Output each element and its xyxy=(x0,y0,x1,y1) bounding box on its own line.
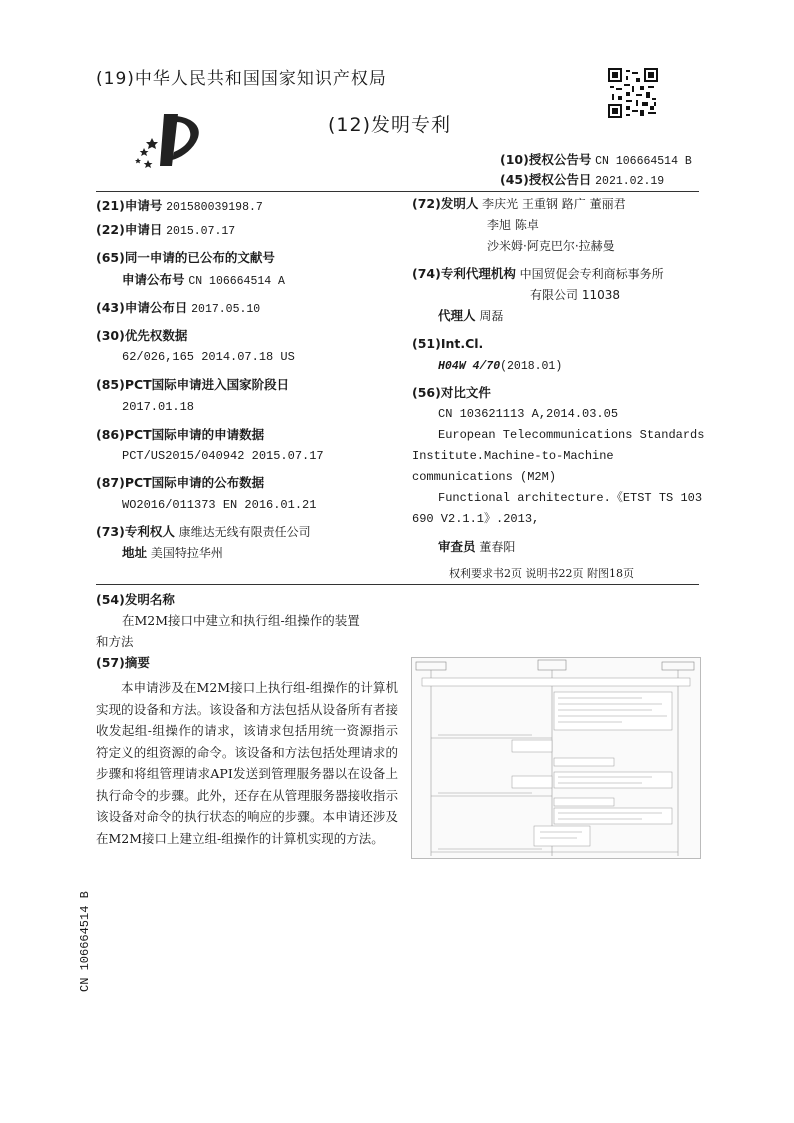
pct-app-value: PCT/US2015/040942 2015.07.17 xyxy=(122,449,324,463)
reference-2-line-3: communications (M2M) xyxy=(412,470,557,484)
inventors-line-3: 沙米姆·阿克巴尔·拉赫曼 xyxy=(487,239,615,253)
agency xyxy=(412,264,664,284)
references-heading: (56)对比文件 xyxy=(412,385,491,400)
prior-publication-sub-label: 申请公布号 xyxy=(122,272,185,287)
inventors-line-2: 李旭 陈卓 xyxy=(487,218,539,232)
page-counts: 权利要求书2页 说明书22页 附图18页 xyxy=(449,567,634,580)
int-cl-code: H04W 4/70 xyxy=(438,360,501,373)
reference-2-line-2: Institute.Machine-to-Machine xyxy=(412,449,614,463)
publication-number-label: (10)授权公告号 xyxy=(500,152,592,167)
int-cl-label xyxy=(412,334,483,354)
document-type: (12)发明专利 xyxy=(328,114,452,136)
reference-2-line-5: 690 V2.1.1》.2013, xyxy=(412,512,540,526)
agency-label: (74)专利代理机构 xyxy=(412,266,516,281)
qr-code-icon xyxy=(608,68,658,118)
prior-publication-heading: (65)同一申请的已公布的文献号 xyxy=(96,250,275,265)
pct-entry-value: 2017.01.18 xyxy=(122,400,195,414)
patentee xyxy=(96,522,311,542)
pct-entry-label xyxy=(96,375,289,395)
publication-app-date-value: 2017.05.10 xyxy=(191,303,261,316)
abstract-heading: (57)摘要 xyxy=(96,655,150,670)
application-date-label: (22)申请日 xyxy=(96,222,163,237)
abstract-text: 本申请涉及在M2M接口上执行组-组操作的计算机实现的设备和方法。该设备和方法包括从设备所有者接收发起组-组操作的请求，该请求包括用统一资源指示符定义的组资源的命令。该设备和方法包括处理请求的步骤和将组管理请求API发送到管理服务器以在设备上执行命令的步骤。此外，还存在从管理服务器接收指示该设备对命令的执行状态的响应的步骤。本申请还涉及在M2M接口上建立组-组操作的计算机实现的方法。 xyxy=(96,680,398,846)
cnipa-logo-icon xyxy=(130,108,206,170)
title-line-2: 和方法 xyxy=(96,634,134,649)
int-cl-value xyxy=(438,355,562,377)
application-number-label: (21)申请号 xyxy=(96,198,163,213)
agent xyxy=(438,306,503,326)
agent-value: 周磊 xyxy=(479,309,504,323)
body-divider xyxy=(96,584,699,585)
priority-heading: (30)优先权数据 xyxy=(96,328,188,343)
publication-app-date-label: (43)申请公布日 xyxy=(96,300,188,315)
side-publication-number: CN 106664514 B xyxy=(78,891,92,992)
application-number xyxy=(96,196,263,218)
pct-entry-heading: (85)PCT国际申请进入国家阶段日 xyxy=(96,377,290,392)
inventors-label: (72)发明人 xyxy=(412,196,479,211)
header-divider xyxy=(96,191,699,192)
reference-2-line-4: Functional architecture.《ETST TS 103 xyxy=(438,491,703,505)
title-heading: (54)发明名称 xyxy=(96,592,175,607)
reference-1: CN 103621113 A,2014.03.05 xyxy=(438,407,619,421)
examiner xyxy=(438,537,515,557)
address-value: 美国特拉华州 xyxy=(150,546,223,560)
patentee-label: (73)专利权人 xyxy=(96,524,175,539)
prior-publication-label xyxy=(96,248,275,268)
prior-publication-sub-value: CN 106664514 A xyxy=(188,275,285,288)
pct-app-heading: (86)PCT国际申请的申请数据 xyxy=(96,427,265,442)
publication-date xyxy=(500,170,664,192)
int-cl-heading: (51)Int.Cl. xyxy=(412,336,484,351)
pct-pub-value: WO2016/011373 EN 2016.01.21 xyxy=(122,498,317,512)
publication-app-date xyxy=(96,298,260,320)
inventors xyxy=(412,194,626,214)
publication-number-value: CN 106664514 B xyxy=(595,155,692,168)
examiner-label: 审查员 xyxy=(438,539,476,554)
pct-pub-heading: (87)PCT国际申请的公布数据 xyxy=(96,475,265,490)
reference-2-line-1: European Telecommunications Standards xyxy=(438,428,705,442)
priority-value: 62/026,165 2014.07.18 US xyxy=(122,350,295,364)
int-cl-year: (2018.01) xyxy=(500,360,563,373)
publication-number xyxy=(500,150,692,172)
abstract-label xyxy=(96,653,150,673)
office-name: (19)中华人民共和国国家知识产权局 xyxy=(96,69,387,89)
agency-line-2: 有限公司 11038 xyxy=(530,288,620,302)
examiner-value: 董春阳 xyxy=(479,540,516,554)
patentee-value: 康维达无线有限责任公司 xyxy=(178,525,311,539)
application-date-value: 2015.07.17 xyxy=(166,225,236,238)
agency-line-1: 中国贸促会专利商标事务所 xyxy=(519,267,664,281)
publication-date-label: (45)授权公告日 xyxy=(500,172,592,187)
agent-label: 代理人 xyxy=(438,308,476,323)
address xyxy=(122,543,223,563)
references-label xyxy=(412,383,491,403)
abstract-figure xyxy=(411,657,701,859)
publication-date-value: 2021.02.19 xyxy=(595,175,665,188)
inventors-line-1: 李庆光 王重钢 路广 董丽君 xyxy=(482,197,626,211)
priority-label xyxy=(96,326,187,346)
title-label xyxy=(96,590,175,610)
prior-publication-number xyxy=(122,270,285,292)
application-date xyxy=(96,220,235,242)
pct-pub-label xyxy=(96,473,264,493)
address-label: 地址 xyxy=(122,545,148,560)
pct-app-label xyxy=(96,425,264,445)
application-number-value: 201580039198.7 xyxy=(166,201,263,214)
title-line-1: 在M2M接口中建立和执行组-组操作的装置 xyxy=(122,613,360,628)
